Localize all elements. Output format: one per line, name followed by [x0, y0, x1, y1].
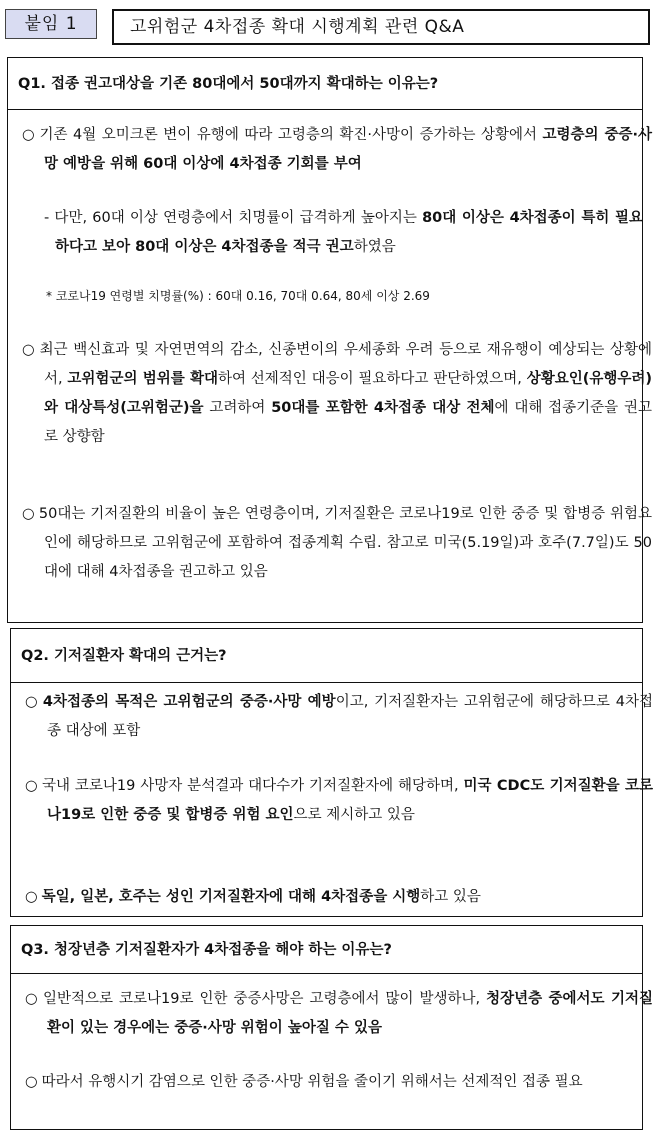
q1-paragraph-3: ○ 최근 백신효과 및 자연면역의 감소, 신종변이의 우세종화 우려 등으로 재유행이 예상되는 상황에서, 고위험군의 범위를 확대하여 선제적인 대응이 필요하다고 판단하였으며, 상황요인(유행우려)와 대상특성(고위험군)을 고려하여 50대를 포함한 4차접종 대상 전체에 대해 접종기준을 권고로 상향함: [22, 342, 653, 445]
q1-paragraph-1: ○ 기존 4월 오미크론 변이 유행에 따라 고령층의 확진·사망이 증가하는 상황에서 고령층의 중증·사망 예방을 위해 60대 이상에 4차접종 기회를 부여: [22, 127, 653, 172]
bullet-marker: ○: [22, 342, 36, 358]
q1-footnote: * 코로나19 연령별 치명률(%) : 60대 0.16, 70대 0.64, 80세 이상 2.69: [46, 289, 430, 303]
q1-paragraph-4: ○ 50대는 기저질환의 비율이 높은 연령층이며, 기저질환은 코로나19로 인한 중증 및 합병증 위험요인에 해당하므로 고위험군에 포함하여 접종계획 수립. 참고로 미국(5.19일)과 호주(7.7일)도 50대에 대해 4차접종을 권고하고 있음: [22, 506, 653, 580]
bullet-marker: ○: [25, 889, 38, 905]
q3-paragraph-2: ○ 따라서 유행시기 감염으로 인한 중증·사망 위험을 줄이기 위해서는 선제적인 접종 필요: [25, 1074, 583, 1090]
q1-question: Q1. 접종 권고대상을 기존 80대에서 50대까지 확대하는 이유는?: [8, 58, 642, 110]
document-title: 고위험군 4차접종 확대 시행계획 관련 Q&A: [112, 9, 650, 45]
bullet-marker: ○: [25, 778, 38, 794]
bullet-marker: ○: [22, 127, 36, 143]
q3-paragraph-1: ○ 일반적으로 코로나19로 인한 중증사망은 고령층에서 많이 발생하나, 청장년층 중에서도 기저질환이 있는 경우에는 중증·사망 위험이 높아질 수 있음: [25, 991, 653, 1036]
bullet-marker: ○: [25, 991, 40, 1007]
q2-paragraph-3: ○ 독일, 일본, 호주는 성인 기저질환자에 대해 4차접종을 시행하고 있음: [25, 889, 481, 905]
bullet-marker: ○: [22, 506, 35, 522]
q2-question: Q2. 기저질환자 확대의 근거는?: [11, 629, 642, 683]
attachment-tag: 붙임 1: [5, 9, 97, 39]
q3-section: [10, 925, 653, 1130]
q2-paragraph-1: ○ 4차접종의 목적은 고위험군의 중증·사망 예방이고, 기저질환자는 고위험군에 해당하므로 4차접종 대상에 포함: [25, 694, 653, 739]
bullet-marker: ○: [25, 1074, 38, 1090]
q1-paragraph-2: - 다만, 60대 이상 연령층에서 치명률이 급격하게 높아지는 80대 이상은 4차접종이 특히 필요하다고 보아 80대 이상은 4차접종을 적극 권고하였음: [44, 210, 643, 255]
q2-paragraph-2: ○ 국내 코로나19 사망자 분석결과 대다수가 기저질환자에 해당하며, 미국 CDC도 기저질환을 코로나19로 인한 중증 및 합병증 위험 요인으로 제시하고 있음: [25, 778, 653, 823]
q1-section: [7, 57, 653, 623]
q2-section: [10, 628, 653, 917]
q3-question: Q3. 청장년층 기저질환자가 4차접종을 해야 하는 이유는?: [11, 926, 642, 974]
bullet-marker: ○: [25, 694, 39, 710]
